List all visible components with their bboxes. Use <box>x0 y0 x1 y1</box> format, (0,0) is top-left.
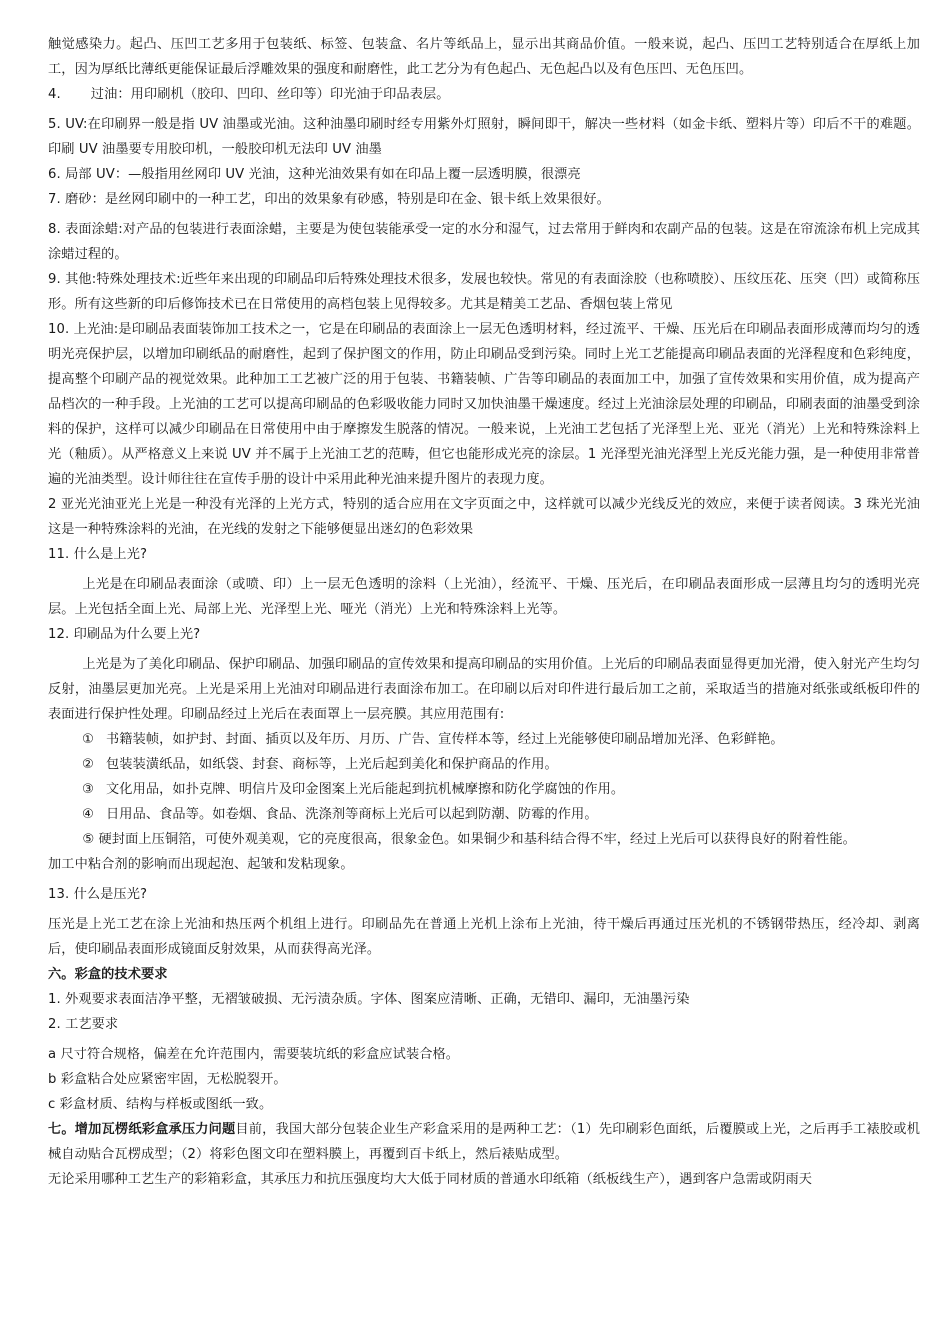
item-6-local-uv: 6. 局部 UV：—般指用丝网印 UV 光油，这种光油效果有如在印品上覆一层透明膜，很漂亮 <box>48 167 581 182</box>
requirement-2: 2. 工艺要求 <box>48 1017 119 1032</box>
question-13: 13. 什么是压光? <box>48 887 148 902</box>
item-5-uv: 5. UV:在印刷界一般是指 UV 油墨或光油。这种油墨印刷时经专用紫外灯照射，瞬间即干，解决一些材料（如金卡纸、塑料片等）印后不干的难题。印刷 UV 油墨要专用胶印机，一般胶印机无法印 UV 油墨 <box>48 117 920 157</box>
item-10-varnish: 10. 上光油:是印刷品表面装饰加工技术之一，它是在印刷品的表面涂上一层无色透明材料，经过流平、干燥、压光后在印刷品表面形成薄而均匀的透明光亮保护层，以增加印刷纸品的耐磨性，起到了保护图文的作用，防止印刷品受到污染。同时上光工艺能提高印刷品表面的光泽程度和色彩纯度，提高整个印刷产品的视觉效果。此种加工工艺被广泛的用于包装、书籍装帧、广告等印刷品的表面加工中，加强了宣传效果和实用价值，成为提高产品档次的一种手段。上光油的工艺可以提高印刷品的色彩吸收能力同时又加快油墨干燥速度。经过上光油涂层处理的印刷品，印刷表面的油墨受到涂料的保护，这样可以减少印刷品在日常使用中由于摩擦发生脱落的情况。一般来说，上光油工艺包括了光泽型上光、亚光（消光）上光和特殊涂料上光（釉质）。从严格意义上来说 UV 并不属于上光油工艺的范畴，但它也能形成光亮的涂层。1 光泽型光油光泽型上光反光能力强，是一种使用非常普遍的光油类型。设计师往往在宣传手册的设计中采用此种光油来提升图片的表现力度。 <box>48 322 920 487</box>
list-item-5: ⑤ 硬封面上压铜箔，可使外观美观，它的亮度很高，很象金色。如果铜少和基科结合得不牢，经过上光后可以获得良好的附着性能。 <box>82 832 856 847</box>
section-7-text: 目前，我国大部分包装企业生产彩盒采用的是两种工艺：（1）先印刷彩色面纸，后覆膜或上光，之后再手工裱胶或机械自动贴合瓦楞成型；（2）将彩色图文印在塑料膜上，再覆到百卡纸上，然后裱贴成型。 <box>48 1122 920 1162</box>
section-6-heading: 六。彩盒的技术要求 <box>48 967 168 982</box>
section-7-paragraph <box>48 1117 920 1167</box>
list-item-text: 包装装潢纸品，如纸袋、封套、商标等，上光后起到美化和保护商品的作用。 <box>106 757 558 772</box>
list-item-text: 书籍装帧，如护封、封面、插页以及年历、月历、广告、宣传样本等，经过上光能够使印刷品增加光泽、色彩鲜艳。 <box>106 732 784 747</box>
item-7-frosting: 7. 磨砂：是丝网印刷中的一种工艺，印出的效果象有砂感，特别是印在金、银卡纸上效果很好。 <box>48 192 610 207</box>
list-item <box>48 727 920 752</box>
answer-12: 上光是为了美化印刷品、保护印刷品、加强印刷品的宣传效果和提高印刷品的实用价值。上光后的印刷品表面显得更加光滑，使入射光产生均匀反射，油墨层更加光亮。上光是采用上光油对印刷品进行表面涂布加工。在印刷以后对印件进行最后加工之前，采取适当的措施对纸张或纸板印件的表面进行保护性处理。印刷品经过上光后在表面罩上一层亮膜。其应用范围有: <box>48 657 920 722</box>
item-8-waxing: 8. 表面涂蜡:对产品的包装进行表面涂蜡，主要是为使包装能承受一定的水分和湿气，过去常用于鲜肉和农副产品的包装。这是在帘流涂布机上完成其涂蜡过程的。 <box>48 222 921 262</box>
item-10-continued: 2 亚光光油亚光上光是一种没有光泽的上光方式，特别的适合应用在文字页面之中，这样就可以减少光线反光的效应，来便于读者阅读。3 珠光光油这是一种特殊涂料的光油，在光线的发射之下能够便显出迷幻的色彩效果 <box>48 497 920 537</box>
last-paragraph: 无论采用哪种工艺生产的彩箱彩盒，其承压力和抗压强度均大大低于同材质的普通水印纸箱（纸板线生产），遇到客户急需或阴雨天 <box>48 1172 813 1187</box>
question-11: 11. 什么是上光? <box>48 547 148 562</box>
item-4-text: 过油：用印刷机（胶印、凹印、丝印等）印光油于印品表层。 <box>90 87 450 102</box>
list-item-marker: ④ <box>82 807 94 822</box>
item-4 <box>48 82 920 107</box>
section-7-heading: 七。增加瓦楞纸彩盒承压力问题 <box>48 1122 236 1137</box>
requirement-1: 1. 外观要求表面洁净平整，无褶皱破损、无污渍杂质。字体、图案应清晰、正确，无错印、漏印，无油墨污染 <box>48 992 690 1007</box>
adhesive-note: 加工中粘合剂的影响而出现起泡、起皱和发粘现象。 <box>48 857 354 872</box>
list-item-text: 日用品、食品等。如卷烟、食品、洗涤剂等商标上光后可以起到防潮、防霉的作用。 <box>106 807 598 822</box>
list-item-marker: ③ <box>82 782 94 797</box>
list-item <box>48 752 920 777</box>
list-item <box>48 777 920 802</box>
item-9-other: 9. 其他:特殊处理技术:近些年来出现的印刷品印后特殊处理技术很多，发展也较快。常见的有表面涂胶（也称喷胶）、压纹压花、压突（凹）或简称压形。所有这些新的印后修饰技术已在日常使用的高档包装上见得较多。尤其是精美工艺品、香烟包装上常见 <box>48 272 920 312</box>
requirement-b: b 彩盒粘合处应紧密牢固，无松脱裂开。 <box>48 1072 287 1087</box>
item-4-number: 4. <box>48 87 61 102</box>
list-item-marker: ② <box>82 757 94 772</box>
question-12: 12. 印刷品为什么要上光? <box>48 627 201 642</box>
requirement-a: a 尺寸符合规格，偏差在允许范围内，需要装坑纸的彩盒应试装合格。 <box>48 1047 460 1062</box>
list-item-marker: ① <box>82 732 94 747</box>
intro-paragraph: 触觉感染力。起凸、压凹工艺多用于包装纸、标签、包装盒、名片等纸品上，显示出其商品价值。一般来说，起凸、压凹工艺特别适合在厚纸上加工，因为厚纸比薄纸更能保证最后浮雕效果的强度和耐磨性，此工艺分为有色起凸、无色起凸以及有色压凹、无色压凹。 <box>48 37 920 77</box>
requirement-c: c 彩盒材质、结构与样板或图纸一致。 <box>48 1097 273 1112</box>
answer-13: 压光是上光工艺在涂上光油和热压两个机组上进行。印刷品先在普通上光机上涂布上光油，待干燥后再通过压光机的不锈钢带热压，经冷却、剥离后，使印刷品表面形成镜面反射效果，从而获得高光泽。 <box>48 917 920 957</box>
list-item <box>48 802 920 827</box>
list-item-text: 文化用品，如扑克牌、明信片及印金图案上光后能起到抗机械摩擦和防化学腐蚀的作用。 <box>106 782 625 797</box>
document-page <box>48 32 920 1192</box>
answer-11: 上光是在印刷品表面涂（或喷、印）上一层无色透明的涂料（上光油），经流平、干燥、压光后，在印刷品表面形成一层薄且均匀的透明光亮层。上光包括全面上光、局部上光、光泽型上光、哑光（消光）上光和特殊涂料上光等。 <box>48 577 920 617</box>
